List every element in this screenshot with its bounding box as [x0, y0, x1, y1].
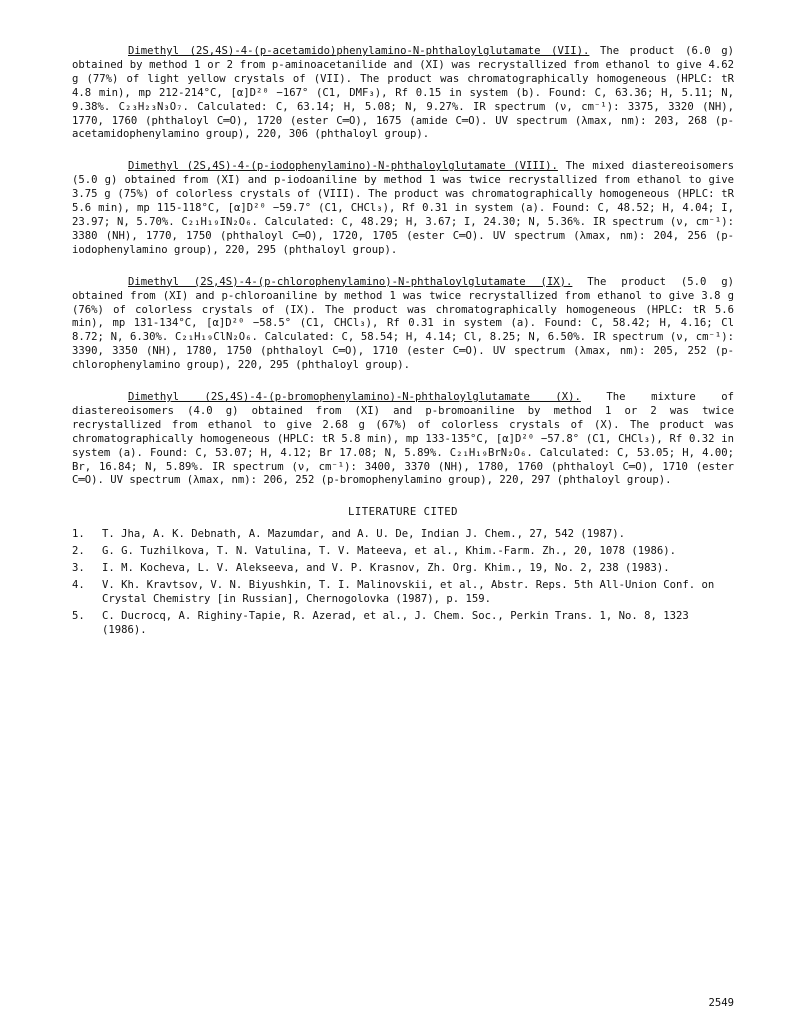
compound-title: Dimethyl (2S,4S)-4-(p-chlorophenylamino)-N-phthaloylglutamate (IX). — [128, 275, 573, 288]
compound-title: Dimethyl (2S,4S)-4-(p-acetamido)phenylamino-N-phthaloylglutamate (VII). — [128, 45, 590, 57]
reference-text: C. Ducrocq, A. Righiny-Tapie, R. Azerad, et al., J. Chem. Soc., Perkin Trans. 1, No. 8, 1323 (1986). — [102, 609, 689, 636]
paragraph-body: The product (6.0 g) obtained by method 1 or 2 from p-aminoacetanilide and (XI) was recrystallized from ethanol to give 4.62 g (77%) of light yellow crystals of (VII). The product was chromatographically homogeneous (HPLC: tR 4.8 min), mp 212-214°C, [α]D²⁰ −167° (C1, DMF₃), Rf 0.15 in system (b). Found: C, 63.36; H, 5.11; N, 9.38%. C₂₃H₂₃N₃O₇. Calculated: C, 63.14; H, 5.08; N, 9.27%. IR spectrum (ν, cm⁻¹): 3375, 3320 (NH), 1770, 1760 (phthaloyl C═O), 1720 (ester C═O), 1675 (amide C═O). UV spectrum (λmax, nm): 203, 268 (p-acetamidophenylamino group), 220, 306 (phthaloyl group). — [72, 45, 734, 141]
reference-list — [72, 528, 734, 637]
compound-title: Dimethyl (2S,4S)-4-(p-bromophenylamino)-N-phthaloylglutamate (X). — [128, 391, 581, 404]
reference-number: 1. — [72, 528, 85, 541]
reference-number: 3. — [72, 562, 85, 575]
paragraph-compound-vii — [72, 45, 734, 142]
document-page — [72, 45, 734, 641]
reference-number: 2. — [72, 545, 85, 558]
reference-item — [72, 528, 734, 542]
reference-text: T. Jha, A. K. Debnath, A. Mazumdar, and A. U. De, Indian J. Chem., 27, 542 (1987). — [102, 528, 625, 541]
paragraph-body: The mixture of diastereoisomers (4.0 g) obtained from (XI) and p-bromoaniline by method 1 or 2 was twice recrystallized from ethanol to give 2.68 g (67%) of colorless crystals of (X). The product was chromatographically homogeneous (HPLC: tR 5.8 min), mp 133-135°C, [α]D²⁰ −57.8° (C1, CHCl₃), Rf 0.32 in system (a). Found: C, 53.07; H, 4.12; Br 17.08; N, 5.89%. C₂₁H₁₉BrN₂O₆. Calculated: C, 53.05; H, 4.00; Br, 16.84; N, 5.89%. IR spectrum (ν, cm⁻¹): 3400, 3370 (NH), 1780, 1760 (phthaloyl C═O), 1710 (ester C═O). UV spectrum (λmax, nm): 206, 252 (p-bromophenylamino group), 220, 297 (phthaloyl group). — [72, 391, 734, 487]
compound-title: Dimethyl (2S,4S)-4-(p-iodophenylamino)-N-phthaloylglutamate (VIII). — [128, 160, 558, 173]
reference-item — [72, 562, 734, 576]
paragraph-compound-ix — [72, 276, 734, 373]
section-heading-literature-cited: LITERATURE CITED — [347, 506, 459, 519]
reference-text: I. M. Kocheva, L. V. Alekseeva, and V. P. Krasnov, Zh. Org. Khim., 19, No. 2, 238 (1983). — [102, 562, 670, 575]
reference-item — [72, 545, 734, 559]
reference-text: G. G. Tuzhilkova, T. N. Vatulina, T. V. Mateeva, et al., Khim.-Farm. Zh., 20, 1078 (1986). — [102, 545, 677, 558]
reference-item — [72, 610, 734, 638]
paragraph-compound-viii — [72, 160, 734, 257]
reference-item — [72, 579, 734, 607]
page-number: 2549 — [708, 997, 734, 1010]
reference-number: 4. — [72, 579, 85, 591]
paragraph-body: The mixed diastereoisomers (5.0 g) obtained from (XI) and p-iodoaniline by method 1 was twice recrystallized from ethanol to give 3.75 g (75%) of colorless crystals of (VIII). The product was chromatographically homogeneous (HPLC: tR 5.6 min), mp 115-118°C, [α]D²⁰ −59.7° (C1, CHCl₃), Rf 0.31 in system (a). Found: C, 48.52; H, 4.04; I, 23.97; N, 5.70%. C₂₁H₁₉IN₂O₆. Calculated: C, 48.29; H, 3.67; I, 24.30; N, 5.36%. IR spectrum (ν, cm⁻¹): 3380 (NH), 1770, 1750 (phthaloyl C═O), 1720, 1705 (ester C═O). UV spectrum (λmax, nm): 204, 256 (p-iodophenylamino group), 220, 295 (phthaloyl group). — [72, 160, 734, 256]
reference-number: 5. — [72, 609, 85, 622]
paragraph-compound-x — [72, 391, 734, 488]
paragraph-body: The product (5.0 g) obtained from (XI) and p-chloroaniline by method 1 was twice recrystallized from ethanol to give 3.8 g (76%) of colorless crystals of (IX). The product was chromatographically homogeneous (HPLC: tR 5.6 min), mp 131-134°C, [α]D²⁰ −58.5° (C1, CHCl₃), Rf 0.31 in system (a). Found: C, 58.42; H, 4.16; Cl 8.72; N, 6.30%. C₂₁H₁₉ClN₂O₆. Calculated: C, 58.54; H, 4.14; Cl, 8.25; N, 6.50%. IR spectrum (ν, cm⁻¹): 3390, 3350 (NH), 1780, 1750 (phthaloyl C═O), 1710 (ester C═O). UV spectrum (λmax, nm): 205, 252 (p-chlorophenylamino group), 220, 295 (phthaloyl group). — [72, 275, 735, 372]
reference-text: V. Kh. Kravtsov, V. N. Biyushkin, T. I. Malinovskii, et al., Abstr. Reps. 5th All-Union Conf. on Crystal Chemistry [in Russian], Chernogolovka (1987), p. 159. — [102, 579, 715, 605]
